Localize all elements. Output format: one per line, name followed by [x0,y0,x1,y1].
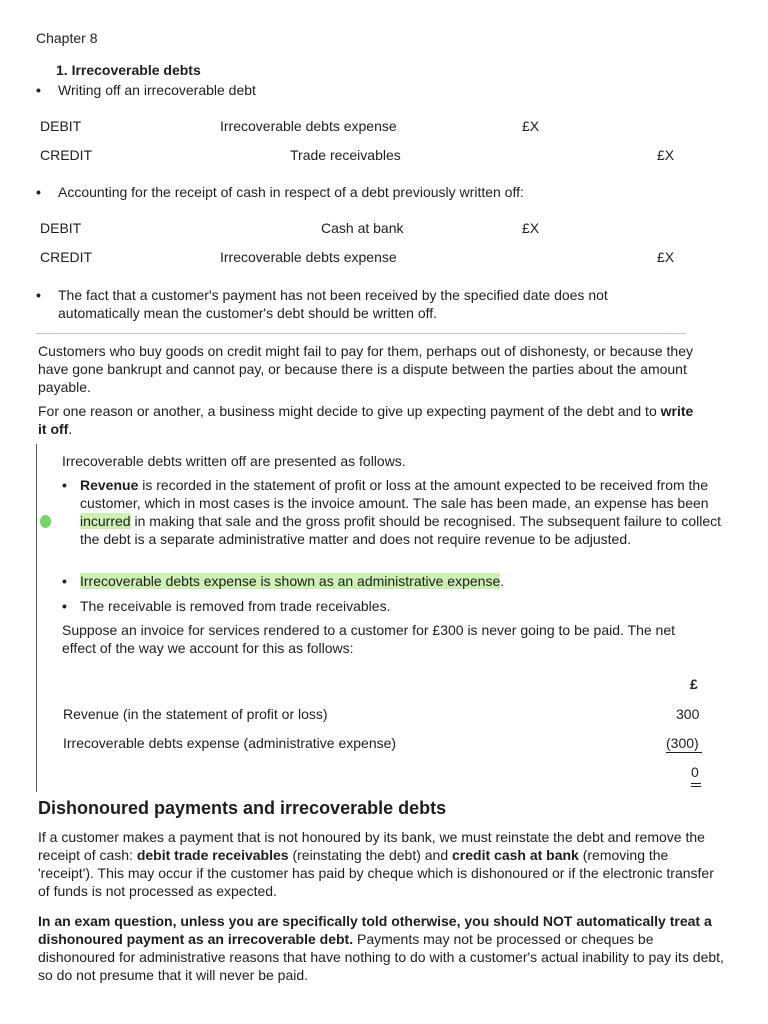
journal1-debit-amount: £X [522,118,540,134]
journal1-credit-side: CREDIT [40,147,93,163]
section-heading [56,62,201,78]
paragraph-dishonoured [38,828,728,900]
revenue-text-2: in making that sale and the gross profit should be recognised. The subsequent failure to collect the debt is a separate administrative matter and does not require revenue to be adjusted. [80,513,722,547]
journal1-debit-account: Irrecoverable debts expense [220,118,397,134]
write-it-off-term: write it off [38,403,694,437]
journal2-debit-side: DEBIT [40,220,82,236]
journal2-debit-account: Cash at bank [321,220,404,236]
incurred-highlight: incurred [80,513,131,529]
admin-expense-end: . [500,573,505,589]
bullet-marker: • [62,477,67,493]
journal2-credit-side: CREDIT [40,249,93,265]
section-number: 1. [56,62,68,78]
double-underline-top [691,783,701,784]
subtotal-rule [666,752,702,753]
currency-header: £ [690,676,698,692]
bullet-fact-line1: The fact that a customer's payment has not been received by the specified date does not [58,287,608,303]
example-total: 0 [691,764,699,780]
dishonoured-text-1: If a customer makes a payment that is not honoured by its bank, we must reinstate the debt and remove the receipt of cash: [38,829,705,863]
paragraph-customers: Customers who buy goods on credit might fail to pay for them, perhaps out of dishonesty, or because they have gone bankrupt and cannot pay, or because there is a dispute between the parties about the amount payable. [38,343,693,395]
bullet-cash [36,184,524,200]
chapter-label: Chapter 8 [36,30,98,46]
bullet-marker: • [36,184,41,200]
receivable-text: The receivable is removed from trade receivables. [80,598,391,614]
dishonoured-heading: Dishonoured payments and irrecoverable debts [38,798,447,818]
credit-cash-term: credit cash at bank [452,847,579,863]
paragraph-exam-tip [38,912,728,984]
example-row-label: Irrecoverable debts expense (administrative expense) [63,735,397,751]
double-underline-bottom [691,786,701,787]
dishonoured-text-3: (removing the 'receipt'). This may occur if the customer has paid by cheque which is dishonoured or if the electronic transfer of funds is not processed as expected. [38,847,714,899]
revenue-term: Revenue [80,477,139,493]
bullet-receivable [62,597,730,615]
paragraph-write-off [38,402,698,438]
paragraph-write-off-text: For one reason or another, a business might decide to give up expecting payment of the debt and to [38,403,661,419]
example-row-label: Revenue (in the statement of profit or loss) [63,706,328,722]
bullet-writeoff [36,82,256,98]
paragraph-suppose: Suppose an invoice for services rendered to a customer for £300 is never going to be paid. The net effect of the way we account for this as follows: [62,622,675,656]
revenue-text-1: is recorded in the statement of profit or loss at the amount expected to be received from the customer, which in most cases is the invoice amount. The sale has been made, an expense has been [80,477,709,511]
journal2-debit-amount: £X [522,220,540,236]
dishonoured-text-2: (reinstating the debt) and [288,847,453,863]
bullet-marker: • [36,82,41,98]
bullet-marker: • [62,573,67,589]
section-divider [36,333,686,334]
example-row-value: (300) [666,735,699,751]
admin-expense-highlight: Irrecoverable debts expense is shown as an administrative expense [80,573,501,589]
debit-trade-receivables-term: debit trade receivables [136,847,289,863]
bullet-writeoff-text: Writing off an irrecoverable debt [58,82,256,98]
callout-border [36,444,37,792]
bullet-revenue [62,476,732,548]
bullet-admin-expense [62,572,730,590]
bullet-marker: • [36,287,41,303]
annotation-marker-icon [40,515,51,528]
example-row-value: 300 [676,706,700,722]
bullet-fact-line2: automatically mean the customer's debt should be written off. [58,305,438,321]
bullet-fact [36,286,608,322]
bullet-marker: • [62,598,67,614]
journal1-debit-side: DEBIT [40,118,82,134]
section-title: Irrecoverable debts [71,62,201,78]
journal1-credit-account: Trade receivables [290,147,401,163]
paragraph-write-off-end: . [68,421,73,437]
journal2-credit-account: Irrecoverable debts expense [220,249,397,265]
journal1-credit-amount: £X [657,147,675,163]
presented-intro: Irrecoverable debts written off are presented as follows. [62,453,406,469]
exam-tip-bold: In an exam question, unless you are specifically told otherwise, you should NOT automatically treat a dishonoured payment as an irrecoverable debt. [38,913,712,947]
bullet-cash-text: Accounting for the receipt of cash in respect of a debt previously written off: [58,184,524,200]
journal2-credit-amount: £X [657,249,675,265]
exam-tip-text: Payments may not be processed or cheques be dishonoured for administrative reasons that have nothing to do with a customer's actual inability to pay its debt, so do not presume that it will never be paid. [38,931,724,983]
